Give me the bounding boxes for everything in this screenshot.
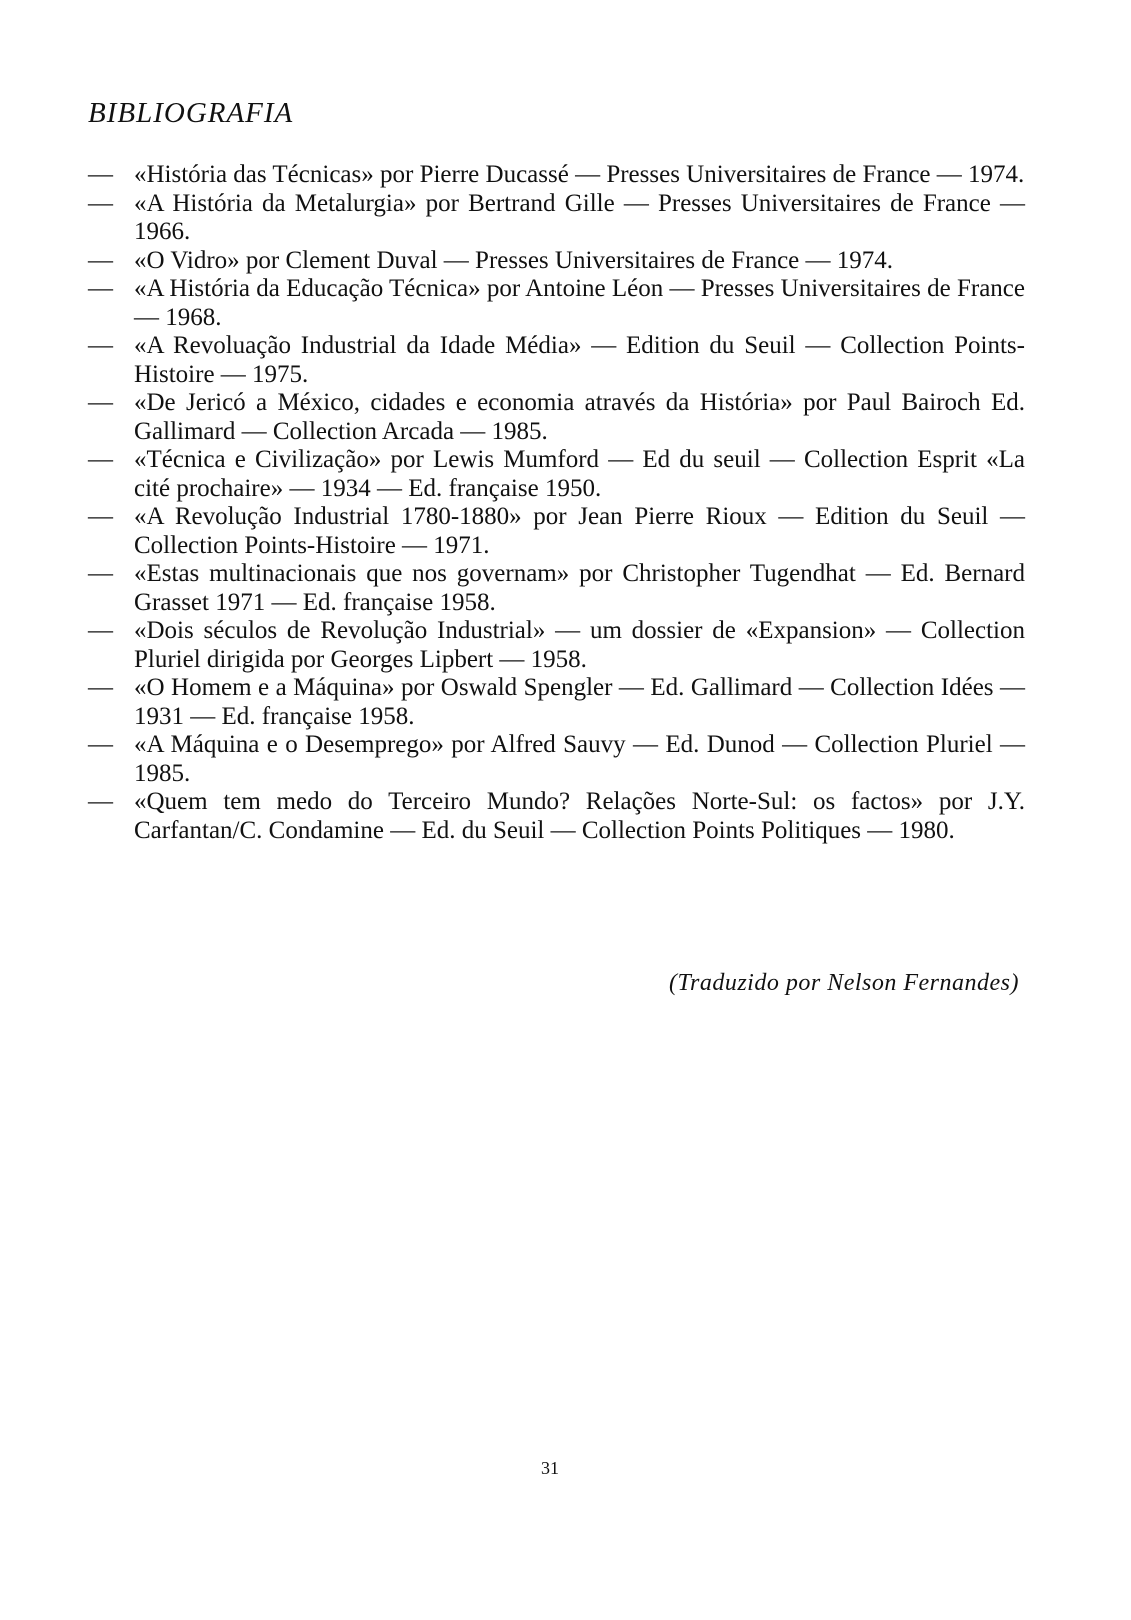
entry-dash: — [88,332,113,359]
entry-dash: — [88,246,113,274]
entry-dash: — [88,275,113,302]
entry-dash: — [88,446,113,473]
entry-text: «De Jericó a México, cidades e economia através da História» por Paul Bairoch Ed. Gallimard — Collection Arcada — 1985. [134,389,1025,445]
bibliography-entry [88,389,1025,446]
entry-text: «A Revolução Industrial 1780-1880» por Jean Pierre Rioux — Edition du Seuil — Collection Points-Histoire — 1971. [134,503,1025,559]
entry-text: «O Homem e a Máquina» por Oswald Spengler — Ed. Gallimard — Collection Idées — 1931 — Ed. française 1958. [134,674,1025,730]
page-number: 31 [541,1458,559,1478]
translator-credit: (Traduzido por Nelson Fernandes) [668,970,1019,996]
bibliography-entry [88,788,1025,845]
bibliography-entry [88,674,1025,731]
entry-text: «A Máquina e o Desemprego» por Alfred Sauvy — Ed. Dunod — Collection Pluriel — 1985. [134,731,1025,787]
entry-dash: — [88,788,113,815]
bibliography-list [88,161,1025,845]
bibliography-entry [88,161,1025,190]
bibliography-entry [88,275,1025,332]
bibliography-entry [88,332,1025,389]
entry-dash: — [88,161,113,188]
bibliography-entry [88,446,1025,503]
entry-dash: — [88,389,113,416]
entry-dash: — [88,189,113,217]
bibliography-entry [88,617,1025,674]
entry-dash: — [88,503,113,530]
entry-text: «A História da Educação Técnica» por Antoine Léon — Presses Universitaires de France — 1968. [134,275,1025,331]
bibliography-entry [88,731,1025,788]
entry-text: «Dois séculos de Revolução Industrial» — um dossier de «Expansion» — Collection Pluriel dirigida por Georges Lipbert — 1958. [134,617,1025,673]
entry-dash: — [88,674,113,701]
bibliography-entry [88,560,1025,617]
entry-text: «Quem tem medo do Terceiro Mundo? Relações Norte-Sul: os factos» por J.Y. Carfantan/C. Condamine — Ed. du Seuil — Collection Points Politiques — 1980. [134,788,1025,844]
entry-text: «A Revoluação Industrial da Idade Média» — Edition du Seuil — Collection Points-Histoire — 1975. [134,332,1025,388]
page-heading: BIBLIOGRAFIA [88,97,294,129]
bibliography-entry [88,247,1025,276]
entry-dash: — [88,731,113,758]
entry-text: «A História da Metalurgia» por Bertrand Gille — Presses Universitaires de France — 1966. [134,189,1025,245]
entry-text: «O Vidro» por Clement Duval — Presses Universitaires de France — 1974. [134,246,894,274]
entry-text: «Estas multinacionais que nos governam» por Christopher Tugendhat — Ed. Bernard Grasset 1971 — Ed. française 1958. [134,560,1025,616]
entry-dash: — [88,560,113,587]
entry-text: «História das Técnicas» por Pierre Ducassé — Presses Universitaires de France — 1974. [134,161,1025,188]
entry-text: «Técnica e Civilização» por Lewis Mumford — Ed du seuil — Collection Esprit «La cité prochaire» — 1934 — Ed. française 1950. [134,446,1025,502]
entry-dash: — [88,617,113,644]
bibliography-entry [88,503,1025,560]
bibliography-entry [88,190,1025,247]
